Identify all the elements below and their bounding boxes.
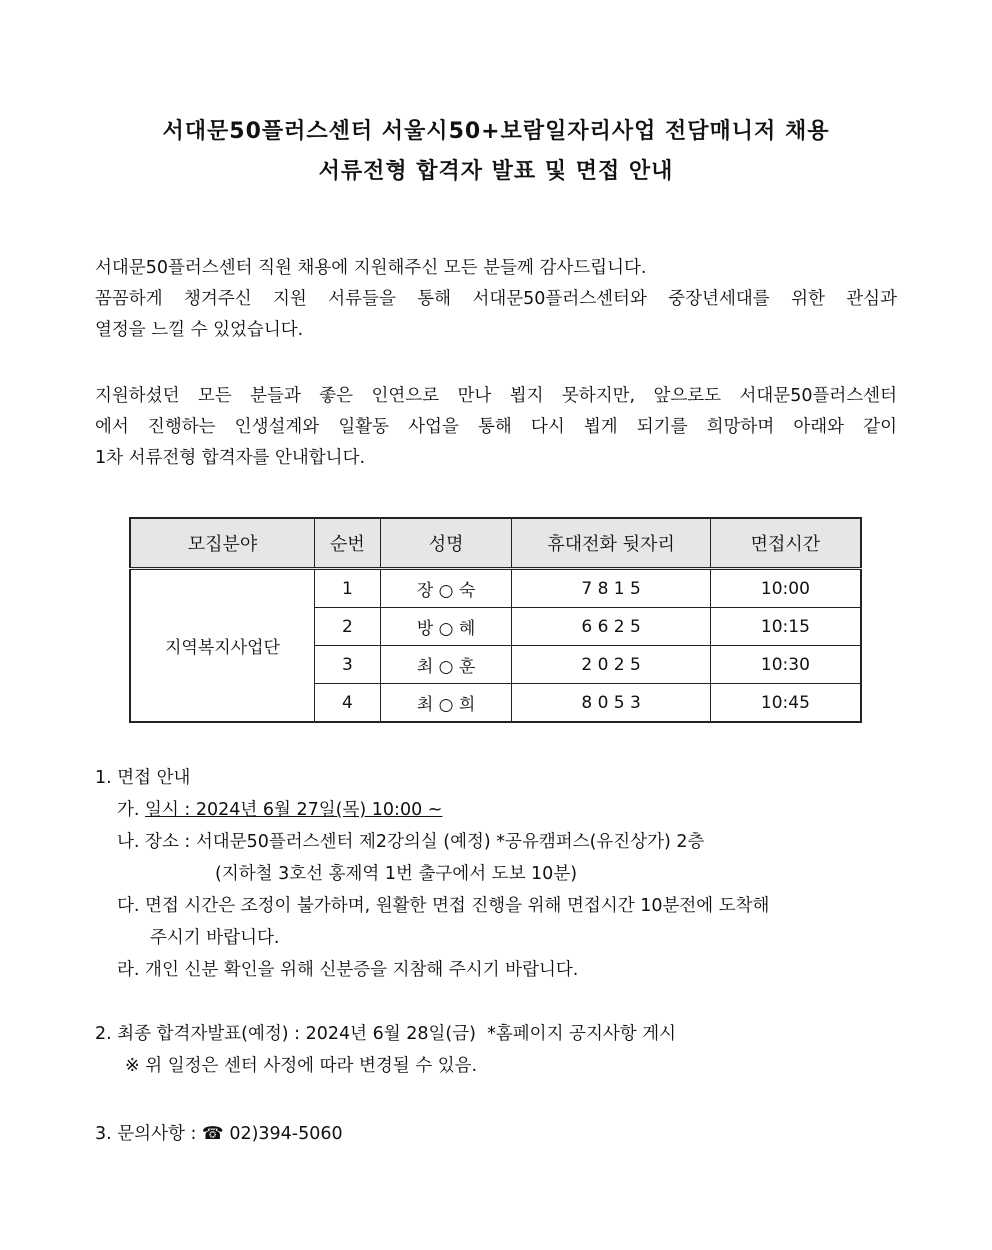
- cell-time: 10:45: [710, 684, 861, 723]
- section2-heading: 2. 최종 합격자발표(예정) : 2024년 6월 28일(금): [95, 1024, 476, 1044]
- cell-time: 10:15: [710, 608, 861, 646]
- cell-name: 최 ○ 훈: [380, 646, 512, 684]
- cell-no: 4: [314, 684, 380, 723]
- cell-time: 10:00: [710, 569, 861, 608]
- cell-name: 최 ○ 희: [380, 684, 512, 723]
- cell-phone: 2 0 2 5: [512, 646, 710, 684]
- intro-p2-line3: 1차 서류전형 합격자를 안내합니다.: [95, 448, 366, 468]
- section1-item-da: [117, 891, 769, 922]
- section3-heading: 3. 문의사항 :: [95, 1124, 197, 1144]
- intro-p1-line1: 서대문50플러스센터 직원 채용에 지원해주신 모든 분들께 감사드립니다.: [95, 258, 647, 278]
- cell-phone: 8 0 5 3: [512, 684, 710, 723]
- cell-no: 3: [314, 646, 380, 684]
- header-no: 순번: [314, 518, 380, 569]
- document-title-line2: 서류전형 합격자 발표 및 면접 안내: [318, 159, 674, 184]
- intro-p1-line3: 열정을 느낄 수 있었습니다.: [95, 320, 304, 340]
- intro-p2-line2: 에서 진행하는 인생설계와 일활동 사업을 통해 다시 뵙게 되기를 희망하며 아래와 같이: [95, 417, 897, 437]
- cell-phone: 7 8 1 5: [512, 569, 710, 608]
- item-label: 가.: [117, 800, 140, 820]
- phone-icon: ☎: [201, 1124, 224, 1144]
- header-time: 면접시간: [710, 518, 861, 569]
- id-notice: 개인 신분 확인을 위해 신분증을 지참해 주시기 바랍니다.: [145, 960, 579, 980]
- cell-no: 1: [314, 569, 380, 608]
- contact-phone: 02)394-5060: [229, 1124, 343, 1144]
- section3-line: [95, 1119, 343, 1150]
- interview-time-notice: 면접 시간은 조정이 불가하며, 원활한 면접 진행을 위해 면접시간 10분전에 도착해: [145, 896, 770, 916]
- interview-date: 일시 : 2024년 6월 27일(목) 10:00 ~: [145, 800, 443, 820]
- section2-remark: ※ 위 일정은 센터 사정에 따라 변경될 수 있음.: [125, 1056, 478, 1076]
- document-title-line1: 서대문50플러스센터 서울시50+보람일자리사업 전담매니저 채용: [162, 119, 830, 144]
- section1-heading: 1. 면접 안내: [95, 768, 191, 788]
- section1-item-na: [117, 827, 704, 858]
- cell-name: 방 ○ 혜: [380, 608, 512, 646]
- table-row: [130, 569, 861, 608]
- field-cell: 지역복지사업단: [130, 569, 314, 723]
- cell-no: 2: [314, 608, 380, 646]
- section2-line: [95, 1019, 676, 1050]
- section1-item-ga: [117, 795, 442, 826]
- header-phone: 휴대전화 뒷자리: [512, 518, 710, 569]
- cell-phone: 6 6 2 5: [512, 608, 710, 646]
- interview-time-notice-cont: 주시기 바랍니다.: [150, 928, 280, 948]
- intro-paragraph-1: [95, 253, 897, 346]
- intro-p1-line2: 꼼꼼하게 챙겨주신 지원 서류들을 통해 서대문50플러스센터와 중장년세대를 위한 관심과: [95, 289, 897, 309]
- section2-note: *홈페이지 공지사항 게시: [487, 1024, 677, 1044]
- item-label: 라.: [117, 960, 140, 980]
- intro-paragraph-2: [95, 381, 897, 474]
- intro-p2-line1: 지원하셨던 모든 분들과 좋은 인연으로 만나 뵙지 못하지만, 앞으로도 서대문50플러스센터: [95, 386, 897, 406]
- header-field: 모집분야: [130, 518, 314, 569]
- item-label: 나.: [117, 832, 140, 852]
- cell-name: 장 ○ 숙: [380, 569, 512, 608]
- cell-time: 10:30: [710, 646, 861, 684]
- header-name: 성명: [380, 518, 512, 569]
- section1-item-ra: [117, 955, 578, 986]
- interview-place-directions: (지하철 3호선 홍제역 1번 출구에서 도보 10분): [215, 864, 578, 884]
- passer-table: [129, 517, 862, 723]
- interview-place: 장소 : 서대문50플러스센터 제2강의실 (예정) *공유캠퍼스(유진상가) 2층: [145, 832, 705, 852]
- item-label: 다.: [117, 896, 140, 916]
- table-header-row: [130, 518, 861, 569]
